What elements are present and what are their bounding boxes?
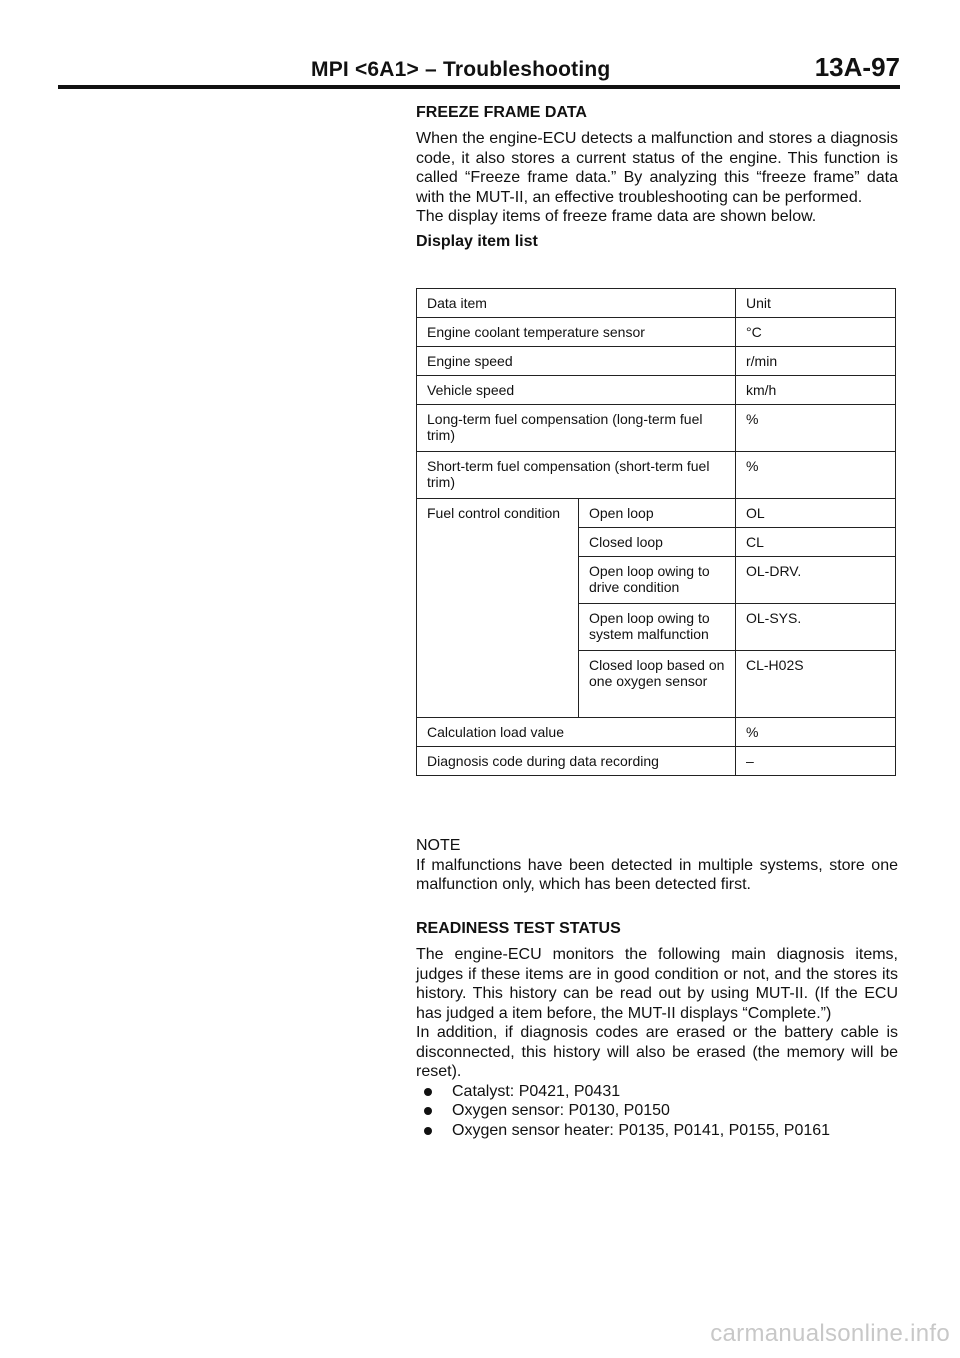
freeze-frame-intro: When the engine-ECU detects a malfunction and stores a diagnosis code, it also stores a current status of the engine. This function is called “Freeze frame data.” By analyzing this “freeze frame” data with the MUT-II, an effective troubleshooting can be performed. (416, 130, 898, 206)
row-unit: % (736, 718, 896, 747)
list-item (416, 1121, 898, 1141)
readiness-text-2: In addition, if diagnosis codes are erased or the battery cable is disconnected, this history will also be erased (the memory will be reset). (416, 1024, 898, 1080)
row-item: Vehicle speed (417, 376, 736, 405)
freeze-frame-intro-2: The display items of freeze frame data are shown below. (416, 208, 817, 225)
table-row (417, 347, 896, 376)
list-item-text: Catalyst: P0421, P0431 (452, 1082, 621, 1100)
row-item: Long-term fuel compensation (long-term fuel trim) (417, 405, 736, 452)
row-unit: r/min (736, 347, 896, 376)
fuel-condition-unit: CL (736, 528, 896, 557)
freeze-frame-section (416, 104, 898, 251)
row-item: Engine speed (417, 347, 736, 376)
bullet-icon (424, 1088, 432, 1096)
fuel-condition-unit: CL-H02S (736, 651, 896, 718)
row-item: Engine coolant temperature sensor (417, 318, 736, 347)
row-item: Calculation load value (417, 718, 736, 747)
note-label: NOTE (416, 837, 461, 854)
page-number: 13A-97 (814, 52, 900, 82)
display-item-table (416, 288, 896, 776)
table-row (417, 718, 896, 747)
display-item-list-heading: Display item list (416, 232, 538, 250)
fuel-control-label: Fuel control condition (417, 499, 579, 718)
page-title: MPI <6A1> – Troubleshooting (311, 58, 611, 81)
readiness-heading: READINESS TEST STATUS (416, 920, 621, 937)
bullet-icon (424, 1127, 432, 1135)
table-row (417, 376, 896, 405)
row-unit: – (736, 747, 896, 776)
note-section (416, 836, 898, 895)
row-unit: km/h (736, 376, 896, 405)
table-row (417, 499, 896, 528)
fuel-condition: Open loop owing to system malfunction (579, 604, 736, 651)
monitored-items-list (416, 1082, 898, 1141)
readiness-section (416, 920, 898, 1140)
page-header (58, 52, 900, 86)
row-item: Diagnosis code during data recording (417, 747, 736, 776)
fuel-condition: Open loop owing to drive condition (579, 557, 736, 604)
fuel-condition-unit: OL (736, 499, 896, 528)
row-unit: % (736, 405, 896, 452)
header-unit: Unit (736, 289, 896, 318)
table-row (417, 452, 896, 499)
note-text: If malfunctions have been detected in multiple systems, store one malfunction only, which has been detected first. (416, 856, 898, 893)
bullet-icon (424, 1107, 432, 1115)
fuel-condition-unit: OL-DRV. (736, 557, 896, 604)
watermark: carmanualsonline.info (710, 1320, 950, 1347)
table-row (417, 747, 896, 776)
list-item-text: Oxygen sensor heater: P0135, P0141, P0155, P0161 (452, 1121, 831, 1139)
freeze-frame-heading: FREEZE FRAME DATA (416, 104, 587, 121)
fuel-condition: Closed loop based on one oxygen sensor (579, 651, 736, 718)
readiness-text: The engine-ECU monitors the following main diagnosis items, judges if these items are in good condition or not, and the stores its history. This history can be read out by using MUT-II. (If the ECU has judged a item before, the MUT-II displays “Complete.”) (416, 946, 898, 1022)
fuel-condition-unit: OL-SYS. (736, 604, 896, 651)
row-unit: °C (736, 318, 896, 347)
table-row (417, 318, 896, 347)
header-rule (58, 85, 900, 89)
table-row (417, 405, 896, 452)
fuel-condition: Open loop (579, 499, 736, 528)
row-item: Short-term fuel compensation (short-term fuel trim) (417, 452, 736, 499)
list-item-text: Oxygen sensor: P0130, P0150 (452, 1102, 670, 1119)
list-item (416, 1082, 898, 1102)
header-data-item: Data item (417, 289, 736, 318)
table-header-row (417, 289, 896, 318)
list-item (416, 1101, 898, 1121)
fuel-condition: Closed loop (579, 528, 736, 557)
row-unit: % (736, 452, 896, 499)
